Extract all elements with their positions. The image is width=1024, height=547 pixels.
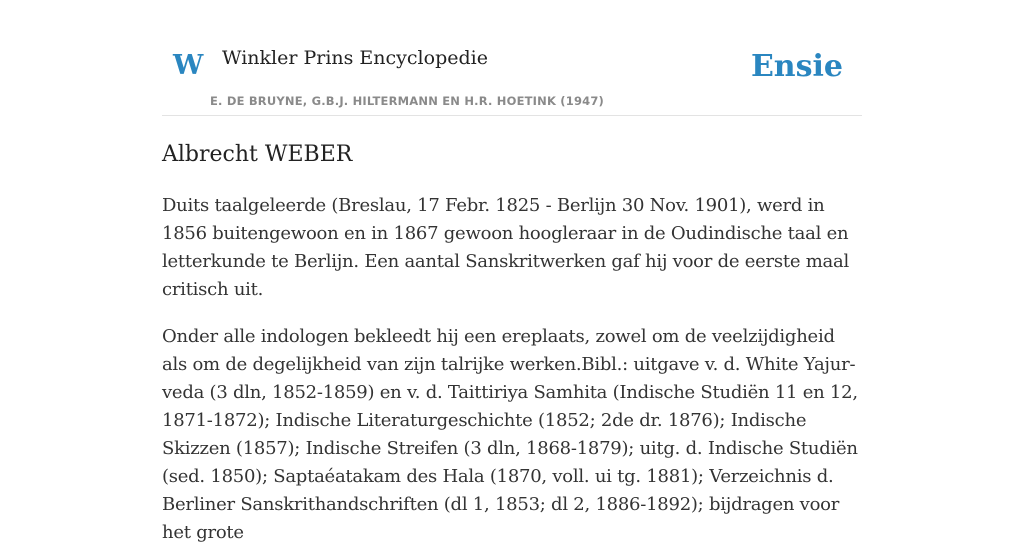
page <box>162 0 862 544</box>
book-title[interactable]: Winkler Prins Encyclopedie <box>222 47 488 69</box>
header <box>162 0 862 116</box>
entry-paragraph-1: Duits taalgeleerde (Breslau, 17 Febr. 1825 - Berlijn 30 Nov. 1901), werd in 1856 buitengewoon en in 1867 gewoon hoogleraar in de Oudindische taal en letterkunde te Berlijn. Een aantal Sanskritwerken gaf hij voor de eerste maal critisch uit. <box>162 195 850 301</box>
book-authors: E. DE BRUYNE, G.B.J. HILTERMANN EN H.R. HOETINK (1947) <box>210 94 605 108</box>
entry-paragraph-2: Onder alle indologen bekleedt hij een ereplaats, zowel om de veelzijdigheid als om de degelijkheid van zijn talrijke werken.Bibl.: uitgave v. d. White Yajur-veda (3 dln, 1852-1859) en v. d. Taittiriya Samhita (Indische Studiën 11 en 12, 1871-1872); Indische Literaturgeschichte (1852; 2de dr. 1876); Indische Skizzen (1857); Indische Streifen (3 dln, 1868-1879); uitg. d. Indische Studiën (sed. 1850); Saptaéatakam des Hala (1870, voll. ui tg. 1881); Verzeichnis d. Berliner Sanskrithandschriften (dl 1, 1853; dl 2, 1886-1892); bijdragen voor het grote <box>162 326 858 544</box>
ensie-logo[interactable]: Ensie <box>750 49 843 84</box>
entry-title: Albrecht WEBER <box>162 142 353 167</box>
entry-body <box>162 192 862 547</box>
book-logo-icon[interactable]: W <box>173 50 204 81</box>
